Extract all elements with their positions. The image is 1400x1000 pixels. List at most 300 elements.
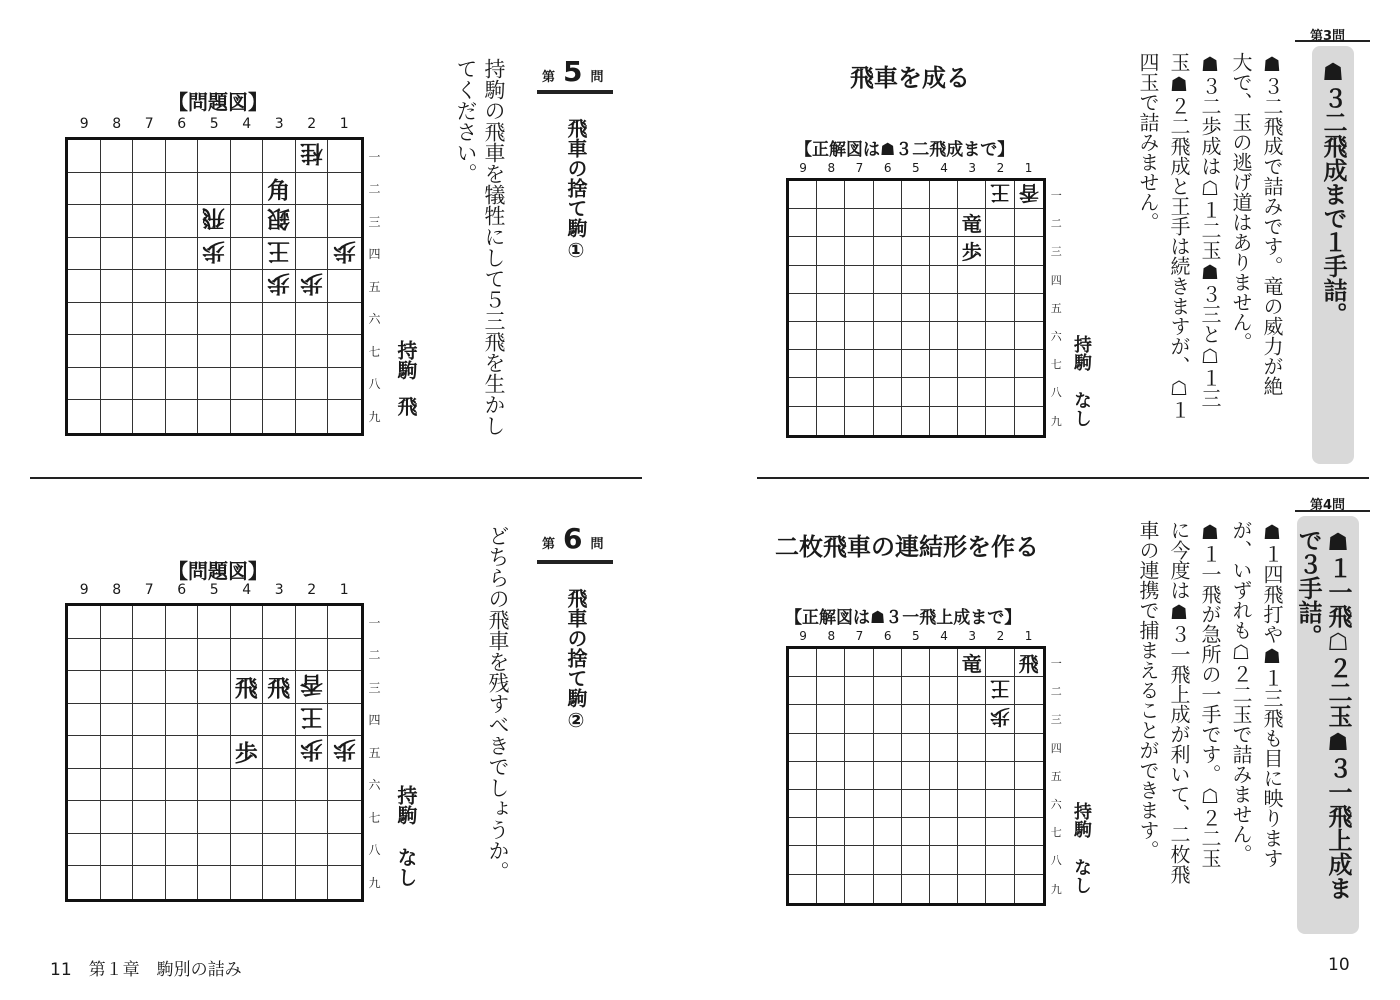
board-square <box>789 846 817 874</box>
board-square <box>930 705 958 733</box>
rank-label: 一 <box>368 149 381 164</box>
board-square <box>845 649 873 677</box>
shogi-piece: 王 <box>989 181 1010 206</box>
q6-hand-label: 持駒 <box>394 785 418 825</box>
board-square <box>845 705 873 733</box>
board-square <box>845 378 873 406</box>
board-square <box>68 801 101 834</box>
a3-answer-box: ☗３二飛成まで１手詰。 <box>1312 46 1354 464</box>
file-label: 8 <box>112 582 122 598</box>
rank-label: 三 <box>368 214 381 229</box>
shogi-piece: 飛 <box>234 675 258 703</box>
a3-hand-value: なし <box>1071 391 1092 427</box>
board-square <box>133 801 166 834</box>
board-square <box>68 866 101 899</box>
board-square <box>930 818 958 846</box>
board-square <box>231 270 264 303</box>
board-square <box>902 322 930 350</box>
file-label: 4 <box>940 161 948 175</box>
a4-label: 第4問 <box>1310 498 1346 513</box>
board-square <box>263 769 296 802</box>
board-square <box>328 400 361 433</box>
rank-label: 九 <box>1050 882 1062 896</box>
board-square <box>231 801 264 834</box>
rank-label: 八 <box>1050 854 1062 868</box>
board-square <box>986 350 1014 378</box>
board-square <box>986 846 1014 874</box>
q6-hand <box>392 785 421 887</box>
a3-rank-labels <box>1051 181 1062 435</box>
board-square <box>845 181 873 209</box>
board-square <box>263 238 296 271</box>
board-square <box>1015 677 1043 705</box>
board-square <box>874 209 902 237</box>
rank-label: 三 <box>368 680 381 695</box>
rank-label: 二 <box>1050 685 1062 699</box>
rank-label: 二 <box>368 648 381 663</box>
a3-line: 四玉で詰みません。 <box>1136 52 1160 232</box>
q5-rank-labels <box>369 140 381 433</box>
board-square <box>296 866 329 899</box>
shogi-piece: 王 <box>299 703 323 731</box>
board-square <box>133 769 166 802</box>
board-square <box>68 368 101 401</box>
board-square <box>874 407 902 435</box>
board-square <box>166 368 199 401</box>
q6-number-underline <box>537 560 613 564</box>
a4-rank-labels <box>1051 649 1062 903</box>
board-square <box>328 606 361 639</box>
q6-title: 飛車の捨て駒② <box>564 588 588 732</box>
board-square <box>874 350 902 378</box>
board-square <box>789 294 817 322</box>
board-square <box>930 875 958 903</box>
board-square <box>902 846 930 874</box>
board-square <box>902 350 930 378</box>
board-square <box>817 705 845 733</box>
board-square <box>902 378 930 406</box>
rank-label: 九 <box>368 875 381 890</box>
board-square <box>166 303 199 336</box>
board-square <box>1015 734 1043 762</box>
board-square <box>296 671 329 704</box>
board-square <box>231 671 264 704</box>
board-square <box>902 818 930 846</box>
q6-number: 第 6 問 <box>542 522 604 555</box>
board-square <box>874 181 902 209</box>
board-square <box>958 237 986 265</box>
board-square <box>133 368 166 401</box>
board-square <box>133 834 166 867</box>
board-square <box>101 801 134 834</box>
board-square <box>166 866 199 899</box>
board-square <box>296 205 329 238</box>
q6-grid <box>65 603 364 902</box>
board-square <box>296 736 329 769</box>
board-square <box>101 238 134 271</box>
board-square <box>101 400 134 433</box>
board-square <box>874 378 902 406</box>
board-square <box>845 322 873 350</box>
board-square <box>231 238 264 271</box>
rank-label: 四 <box>368 247 381 262</box>
board-square <box>902 705 930 733</box>
rank-label: 五 <box>1050 301 1062 315</box>
board-square <box>263 173 296 206</box>
file-label: 3 <box>968 629 977 643</box>
file-label: 6 <box>883 161 892 175</box>
board-square <box>930 846 958 874</box>
a4-heading: 二枚飛車の連結形を作る <box>775 533 1039 561</box>
board-square <box>198 400 231 433</box>
a3-label: 第3問 <box>1310 29 1346 44</box>
rank-label: 六 <box>1050 798 1062 812</box>
shogi-piece: 飛 <box>267 675 291 703</box>
a3-line: ☗３二飛成で詰みです。竜の威力が絶 <box>1260 52 1284 396</box>
board-square <box>296 140 329 173</box>
board-square <box>958 322 986 350</box>
board-square <box>1015 209 1043 237</box>
a4-diagram-title: 【正解図は☗３一飛上成まで】 <box>785 608 1022 628</box>
board-square <box>845 875 873 903</box>
a3-line: 大で、玉の逃げ道はありません。 <box>1229 52 1253 352</box>
file-label: 1 <box>1024 629 1033 643</box>
board-square <box>845 790 873 818</box>
board-square <box>133 639 166 672</box>
board-square <box>231 736 264 769</box>
board-square <box>133 205 166 238</box>
board-square <box>817 762 845 790</box>
board-square <box>296 769 329 802</box>
file-label: 2 <box>996 629 1005 643</box>
rank-label: 六 <box>368 778 381 793</box>
board-square <box>68 834 101 867</box>
board-square <box>231 303 264 336</box>
board-square <box>789 649 817 677</box>
board-square <box>958 649 986 677</box>
board-square <box>902 237 930 265</box>
board-square <box>874 266 902 294</box>
board-square <box>328 140 361 173</box>
board-square <box>198 834 231 867</box>
a4-line: に今度は☗３一飛上成が利いて、二枚飛 <box>1167 520 1191 884</box>
board-square <box>874 875 902 903</box>
file-label: 4 <box>940 629 948 643</box>
board-square <box>986 790 1014 818</box>
board-square <box>231 606 264 639</box>
board-square <box>198 335 231 368</box>
shogi-piece: 歩 <box>202 237 226 265</box>
file-label: 2 <box>307 582 317 598</box>
board-square <box>874 294 902 322</box>
rank-label: 八 <box>1050 386 1062 400</box>
left-divider <box>30 477 642 479</box>
board-square <box>902 181 930 209</box>
board-square <box>166 238 199 271</box>
board-square <box>902 790 930 818</box>
file-label: 5 <box>209 582 219 598</box>
q5-body-line: 持駒の飛車を犠牲にして５三飛を生かし <box>482 58 506 436</box>
rank-label: 三 <box>1050 245 1062 259</box>
board-square <box>874 762 902 790</box>
file-label: 9 <box>799 161 807 175</box>
board-square <box>133 866 166 899</box>
board-square <box>817 322 845 350</box>
board-square <box>1015 762 1043 790</box>
chapter-title: 第１章 駒別の詰み <box>88 960 242 980</box>
shogi-piece: 歩 <box>332 736 356 764</box>
board-square <box>817 790 845 818</box>
board-square <box>930 350 958 378</box>
board-square <box>817 846 845 874</box>
board-square <box>133 238 166 271</box>
board-square <box>263 639 296 672</box>
q5-hand-label: 持駒 <box>394 340 418 380</box>
file-label: 1 <box>339 582 349 598</box>
board-square <box>328 671 361 704</box>
board-square <box>930 790 958 818</box>
board-square <box>1015 649 1043 677</box>
board-square <box>101 173 134 206</box>
board-square <box>817 734 845 762</box>
board-square <box>1015 875 1043 903</box>
board-square <box>101 769 134 802</box>
board-square <box>874 705 902 733</box>
board-square <box>166 639 199 672</box>
board-square <box>930 209 958 237</box>
board-square <box>101 270 134 303</box>
board-square <box>986 266 1014 294</box>
board-square <box>231 769 264 802</box>
file-label: 3 <box>274 116 284 132</box>
board-square <box>958 705 986 733</box>
board-square <box>68 173 101 206</box>
board-square <box>986 677 1014 705</box>
board-square <box>231 368 264 401</box>
board-square <box>930 266 958 294</box>
board-square <box>958 378 986 406</box>
board-square <box>68 238 101 271</box>
board-square <box>845 762 873 790</box>
board-square <box>1015 790 1043 818</box>
file-label: 1 <box>1024 161 1033 175</box>
board-square <box>198 173 231 206</box>
board-square <box>296 400 329 433</box>
file-label: 8 <box>112 116 122 132</box>
board-square <box>902 875 930 903</box>
board-square <box>845 237 873 265</box>
board-square <box>817 407 845 435</box>
board-square <box>166 736 199 769</box>
file-label: 1 <box>339 116 349 132</box>
shogi-piece: 香 <box>299 671 323 699</box>
board-square <box>845 846 873 874</box>
board-square <box>231 140 264 173</box>
file-label: 4 <box>242 582 252 598</box>
q5-body-line: てください。 <box>454 58 478 184</box>
board-square <box>166 834 199 867</box>
board-square <box>958 294 986 322</box>
board-square <box>789 322 817 350</box>
file-label: 3 <box>274 582 284 598</box>
board-square <box>101 303 134 336</box>
board-square <box>817 209 845 237</box>
board-square <box>198 704 231 737</box>
board-square <box>789 677 817 705</box>
q5-title: 飛車の捨て駒① <box>564 118 588 262</box>
board-square <box>958 818 986 846</box>
a4-line: が、いずれも☖２二玉で詰みません。 <box>1229 520 1253 864</box>
board-square <box>296 801 329 834</box>
rank-label: 五 <box>368 745 381 760</box>
board-square <box>902 649 930 677</box>
a4-line: ☗１一飛が急所の一手です。☖２二玉 <box>1198 520 1222 868</box>
rank-label: 三 <box>1050 713 1062 727</box>
board-square <box>902 734 930 762</box>
a3-heading: 飛車を成る <box>850 64 970 92</box>
board-square <box>263 866 296 899</box>
shogi-piece: 歩 <box>961 240 982 265</box>
board-square <box>874 322 902 350</box>
board-square <box>101 704 134 737</box>
a4-line: 車の連携で捕まえることができます。 <box>1136 520 1160 860</box>
q6-file-labels <box>68 582 361 598</box>
board-square <box>789 350 817 378</box>
rank-label: 七 <box>1050 826 1062 840</box>
board-square <box>789 818 817 846</box>
board-square <box>68 140 101 173</box>
board-square <box>1015 350 1043 378</box>
q6-diagram-title: 【問題図】 <box>168 559 268 583</box>
board-square <box>789 266 817 294</box>
q5-hand-value: 飛 <box>394 396 418 416</box>
board-square <box>930 294 958 322</box>
board-square <box>263 400 296 433</box>
rank-label: 二 <box>368 182 381 197</box>
rank-label: 七 <box>368 344 381 359</box>
board-square <box>133 303 166 336</box>
board-square <box>958 407 986 435</box>
board-square <box>817 237 845 265</box>
board-square <box>958 790 986 818</box>
a4-hand <box>1068 802 1094 894</box>
shogi-piece: 飛 <box>1018 652 1039 677</box>
board-square <box>296 270 329 303</box>
file-label: 5 <box>209 116 219 132</box>
shogi-piece: 角 <box>267 176 291 204</box>
board-square <box>263 801 296 834</box>
board-square <box>817 181 845 209</box>
page-number-right: 10 <box>1328 955 1350 975</box>
board-square <box>930 734 958 762</box>
board-square <box>930 407 958 435</box>
board-square <box>930 378 958 406</box>
shogi-piece: 竜 <box>961 652 982 677</box>
board-square <box>874 237 902 265</box>
q6-hand-value: なし <box>394 847 418 887</box>
a3-line: 玉☗２二飛成と王手は続きますが、☖１ <box>1167 52 1191 420</box>
shogi-piece: 歩 <box>332 237 356 265</box>
board-square <box>328 834 361 867</box>
file-label: 6 <box>177 116 187 132</box>
rank-label: 一 <box>1050 189 1062 203</box>
board-square <box>1015 818 1043 846</box>
board-square <box>789 705 817 733</box>
board-square <box>263 704 296 737</box>
board-square <box>101 671 134 704</box>
board-square <box>263 671 296 704</box>
board-square <box>133 335 166 368</box>
rank-label: 八 <box>368 377 381 392</box>
rank-label: 一 <box>368 615 381 630</box>
board-square <box>166 205 199 238</box>
rank-label: 五 <box>368 279 381 294</box>
shogi-piece: 王 <box>267 237 291 265</box>
q6-body: どちらの飛車を残すべきでしょうか。 <box>486 525 510 882</box>
board-square <box>198 769 231 802</box>
file-label: 5 <box>912 161 920 175</box>
board-square <box>789 790 817 818</box>
board-square <box>133 736 166 769</box>
board-square <box>930 181 958 209</box>
board-square <box>958 762 986 790</box>
board-square <box>958 677 986 705</box>
board-square <box>845 266 873 294</box>
board-square <box>789 407 817 435</box>
board-square <box>328 639 361 672</box>
board-square <box>263 303 296 336</box>
board-square <box>296 303 329 336</box>
shogi-piece: 歩 <box>299 270 323 298</box>
board-square <box>231 400 264 433</box>
a4-file-labels <box>789 629 1043 643</box>
board-square <box>166 335 199 368</box>
board-square <box>986 818 1014 846</box>
board-square <box>1015 237 1043 265</box>
board-square <box>874 649 902 677</box>
board-square <box>166 270 199 303</box>
a4-line: ☗１四飛打や☗１三飛も目に映ります <box>1260 520 1284 868</box>
board-square <box>198 140 231 173</box>
board-square <box>789 209 817 237</box>
board-square <box>166 801 199 834</box>
a3-grid <box>786 178 1046 438</box>
footer-left <box>50 955 242 980</box>
board-square <box>68 769 101 802</box>
a4-grid <box>786 646 1046 906</box>
a4-explanation <box>1132 520 1287 940</box>
file-label: 2 <box>307 116 317 132</box>
rank-label: 四 <box>368 713 381 728</box>
board-square <box>789 875 817 903</box>
shogi-piece: 王 <box>989 677 1010 702</box>
board-square <box>198 801 231 834</box>
board-square <box>930 649 958 677</box>
shogi-piece: 歩 <box>299 736 323 764</box>
board-square <box>263 606 296 639</box>
file-label: 3 <box>968 161 977 175</box>
file-label: 7 <box>855 161 864 175</box>
q5-diagram-title: 【問題図】 <box>168 90 268 114</box>
board-square <box>328 238 361 271</box>
board-square <box>231 173 264 206</box>
rank-label: 八 <box>368 843 381 858</box>
board-square <box>1015 846 1043 874</box>
q5-body <box>452 58 508 436</box>
shogi-piece: 歩 <box>989 705 1010 730</box>
board-square <box>845 350 873 378</box>
board-square <box>1015 322 1043 350</box>
